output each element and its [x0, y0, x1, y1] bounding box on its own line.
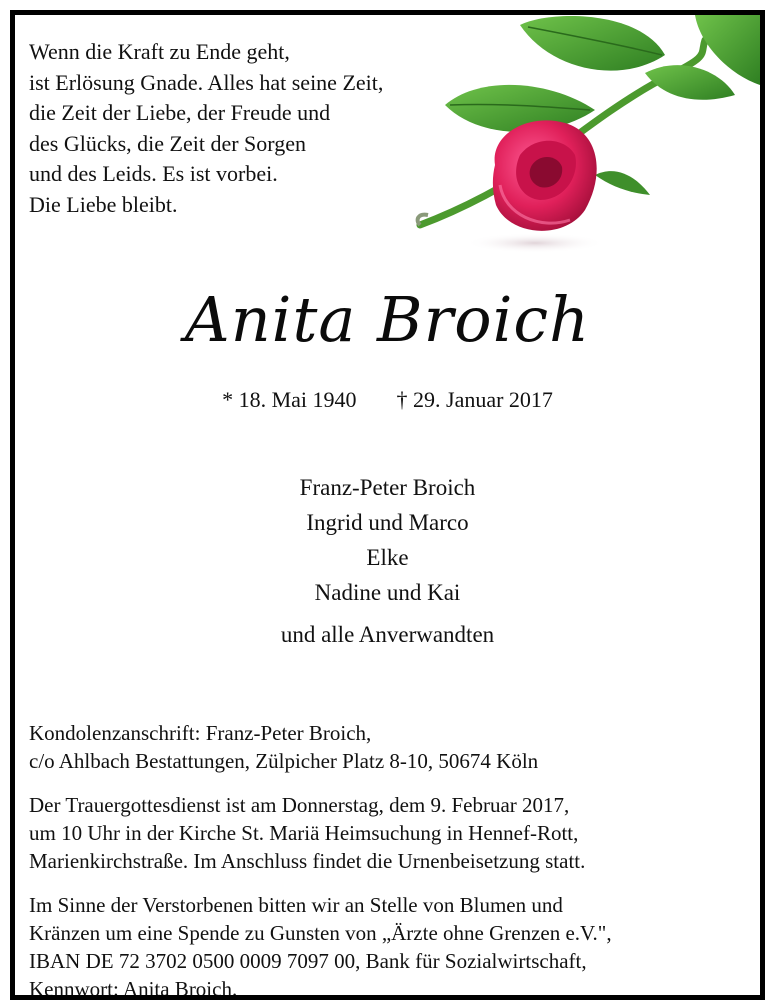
mourners-list — [15, 470, 760, 610]
condolence-address — [29, 719, 538, 775]
mourner-name: Franz-Peter Broich — [299, 475, 476, 500]
donation-line: Kränzen um eine Spende zu Gunsten von „Ärzte ohne Grenzen e.V.", — [29, 921, 612, 945]
poem-line: und des Leids. Es ist vorbei. — [29, 161, 278, 186]
poem-line: ist Erlösung Gnade. Alles hat seine Zeit, — [29, 69, 384, 95]
relatives-line: und alle Anverwandten — [280, 622, 495, 647]
birth-date: * 18. Mai 1940 — [222, 387, 357, 412]
poem-line: Die Liebe bleibt. — [29, 191, 178, 217]
service-line: um 10 Uhr in der Kirche St. Mariä Heimsuchung in Hennef-Rott, — [29, 821, 579, 845]
deceased-name: Anita Broich — [184, 283, 591, 356]
poem — [29, 37, 383, 220]
donation-line: Kennwort: Anita Broich. — [29, 977, 238, 1000]
service-info — [29, 791, 585, 875]
death-date: † 29. Januar 2017 — [396, 387, 553, 412]
poem-line: Wenn die Kraft zu Ende geht, — [29, 39, 290, 64]
mourner-name: Nadine und Kai — [314, 580, 461, 605]
service-line: Marienkirchstraße. Im Anschluss findet die Urnenbeisetzung statt. — [29, 849, 586, 873]
life-dates — [15, 387, 760, 413]
mourner-name: Ingrid und Marco — [306, 510, 469, 535]
donation-info — [29, 891, 612, 1000]
donation-line: Im Sinne der Verstorbenen bitten wir an Stelle von Blumen und — [29, 893, 563, 917]
mourner-name: Elke — [366, 545, 409, 570]
donation-line: IBAN DE 72 3702 0500 0009 7097 00, Bank für Sozialwirtschaft, — [29, 949, 587, 973]
poem-line: des Glücks, die Zeit der Sorgen — [29, 130, 306, 156]
rose-image — [400, 15, 760, 255]
condolence-line: Kondolenzanschrift: Franz-Peter Broich, — [29, 721, 372, 745]
service-line: Der Trauergottesdienst ist am Donnerstag, dem 9. Februar 2017, — [29, 793, 570, 817]
condolence-line: c/o Ahlbach Bestattungen, Zülpicher Platz 8-10, 50674 Köln — [29, 749, 539, 773]
obituary-notice — [10, 10, 765, 1000]
poem-line: die Zeit der Liebe, der Freude und — [29, 100, 331, 125]
